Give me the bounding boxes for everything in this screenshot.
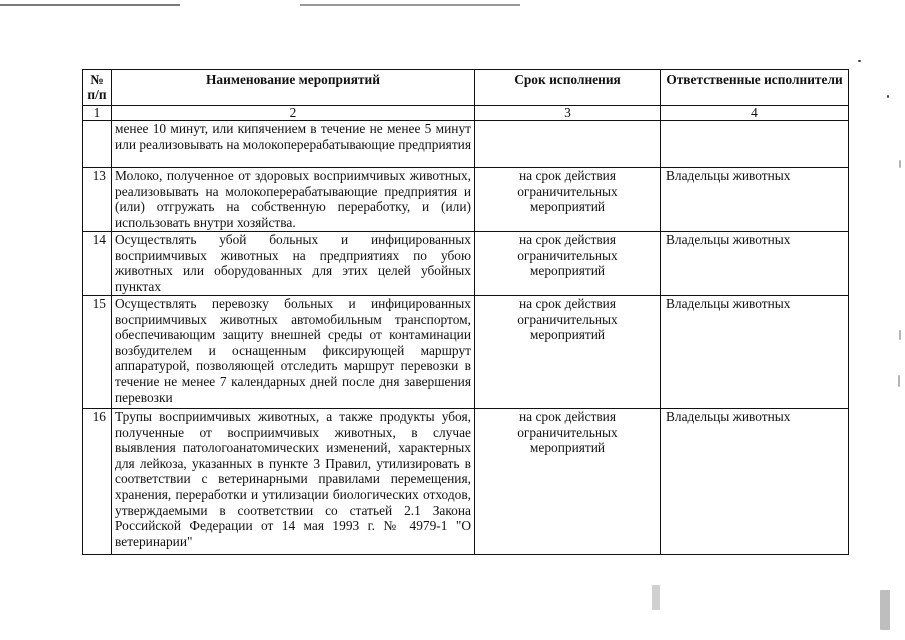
row-deadline: на срок действия ограничительных мероприятий — [475, 296, 661, 409]
row-responsible: Владельцы животных — [661, 232, 849, 296]
row-num: 15 — [83, 296, 112, 409]
row-deadline: на срок действия ограничительных мероприятий — [475, 232, 661, 296]
row-num: 13 — [83, 168, 112, 232]
row-responsible — [661, 121, 849, 168]
scan-speck — [898, 375, 900, 387]
row-description: Молоко, полученное от здоровых восприимчивых животных, реализовывать на молокоперерабатывающие предприятия и (или) отгружать на собственную переработку, и (или) использовать внутри хозяйства. — [112, 168, 475, 232]
scan-speck — [899, 330, 901, 340]
table-row — [83, 168, 849, 232]
row-responsible: Владельцы животных — [661, 409, 849, 555]
table-row — [83, 121, 849, 168]
row-deadline: на срок действия ограничительных мероприятий — [475, 168, 661, 232]
row-description: Трупы восприимчивых животных, а также продукты убоя, полученные от восприимчивых животных, в случае выявления патологоанатомических изменений, характерных для лейкоза, указанных в пункте 3 Правил, утилизировать в соответствии с ветеринарными правилами перемещения, хранения, переработки и утилизации биологических отходов, утверждаемыми в соответствии со статьей 2.1 Закона Российской Федерации от 14 мая 1993 г. № 4979-1 "О ветеринарии" — [112, 409, 475, 555]
row-description: Осуществлять убой больных и инфицированных восприимчивых животных на предприятиях по убою животных или оборудованных для этих целей убойных пунктах — [112, 232, 475, 296]
column-number-row — [83, 106, 849, 121]
scan-artifact-line — [0, 4, 905, 6]
scan-speck — [880, 590, 890, 630]
header-name: Наименование мероприятий — [112, 70, 475, 106]
row-responsible: Владельцы животных — [661, 296, 849, 409]
row-description: Осуществлять перевозку больных и инфицированных восприимчивых животных автомобильным транспортом, обеспечивающим защиту внешней среды от контаминации возбудителем и оснащенным фиксирующей маршрут аппаратурой, позволяющей отследить маршрут перевозки в течение не менее 7 календарных дней после дня завершения перевозки — [112, 296, 475, 409]
row-num: 16 — [83, 409, 112, 555]
row-deadline — [475, 121, 661, 168]
row-responsible: Владельцы животных — [661, 168, 849, 232]
column-number: 3 — [475, 106, 661, 121]
scan-speck — [858, 60, 861, 62]
measures-table — [82, 69, 849, 555]
row-deadline: на срок действия ограничительных мероприятий — [475, 409, 661, 555]
row-num: 14 — [83, 232, 112, 296]
header-num: № п/п — [83, 70, 112, 106]
column-number: 1 — [83, 106, 112, 121]
table-row — [83, 296, 849, 409]
row-description: менее 10 минут, или кипячением в течение не менее 5 минут или реализовывать на молокоперерабатывающие предприятия — [112, 121, 475, 168]
scan-speck — [652, 585, 660, 610]
row-num — [83, 121, 112, 168]
table-row — [83, 232, 849, 296]
table-row — [83, 409, 849, 555]
header-deadline: Срок исполнения — [475, 70, 661, 106]
column-number: 4 — [661, 106, 849, 121]
column-number: 2 — [112, 106, 475, 121]
scan-speck — [887, 95, 889, 98]
header-responsible: Ответственные исполнители — [661, 70, 849, 106]
table-header-row — [83, 70, 849, 106]
scan-speck — [899, 160, 901, 168]
